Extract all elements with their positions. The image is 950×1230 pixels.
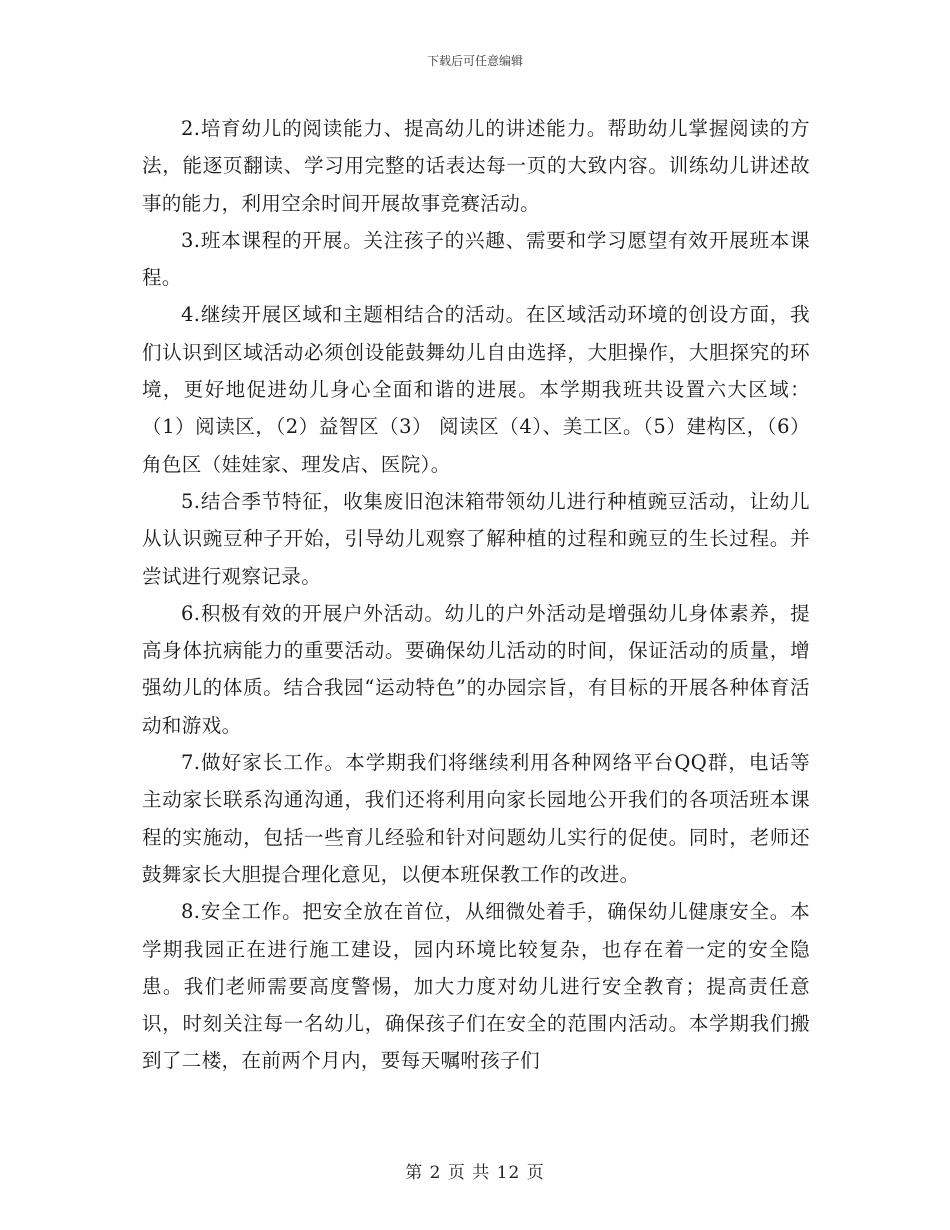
paragraph-item-8: 8.安全工作。把安全放在首位，从细微处着手，确保幼儿健康安全。本学期我园正在进行施工建设，园内环境比较复杂，也存在着一定的安全隐患。我们老师需要高度警惕，加大力度对幼儿进行安全教育；提高责任意识，时刻关注每一名幼儿，确保孩子们在安全的范围内活动。本学期我们搬到了二楼，在前两个月内，要每天嘱咐孩子们 bbox=[142, 900, 810, 1073]
page-header: 下载后可任意编辑 bbox=[426, 54, 523, 68]
paragraph-item-5: 5.结合季节特征，收集废旧泡沫箱带领幼儿进行种植豌豆活动，让幼儿从认识豌豆种子开始，引导幼儿观察了解种植的过程和豌豆的生长过程。并尝试进行观察记录。 bbox=[142, 489, 810, 588]
page-footer-page-number: 第 2 页 共 12 页 bbox=[405, 1163, 545, 1183]
paragraph-item-2: 2.培育幼儿的阅读能力、提高幼儿的讲述能力。帮助幼儿掌握阅读的方法，能逐页翻读、学习用完整的话表达每一页的大致内容。训练幼儿讲述故事的能力，利用空余时间开展故事竞赛活动。 bbox=[142, 117, 810, 215]
paragraph-item-4: 4.继续开展区域和主题相结合的活动。在区域活动环境的创设方面，我们认识到区域活动必须创设能鼓舞幼儿自由选择，大胆操作，大胆探究的环境，更好地促进幼儿身心全面和谐的进展。本学期我班共设置六大区域：（1）阅读区，（2）益智区（3） 阅读区（4）、美工区。（5）建构区，（6）角色区（娃娃家、理发店、医院）。 bbox=[142, 303, 810, 476]
document-body bbox=[142, 110, 810, 1080]
paragraph-item-3: 3.班本课程的开展。关注孩子的兴趣、需要和学习愿望有效开展班本课程。 bbox=[142, 228, 810, 290]
paragraph-item-7: 7.做好家长工作。本学期我们将继续利用各种网络平台QQ群，电话等主动家长联系沟通沟通，我们还将利用向家长园地公开我们的各项活班本课程的实施动，包括一些育儿经验和针对问题幼儿实行的促使。同时，老师还鼓舞家长大胆提合理化意见，以便本班保教工作的改进。 bbox=[142, 751, 810, 886]
paragraph-item-6: 6.积极有效的开展户外活动。幼儿的户外活动是增强幼儿身体素养，提高身体抗病能力的重要活动。要确保幼儿活动的时间，保证活动的质量，增强幼儿的体质。结合我园“运动特色”的办园宗旨，有目标的开展各种体育活动和游戏。 bbox=[142, 601, 810, 737]
